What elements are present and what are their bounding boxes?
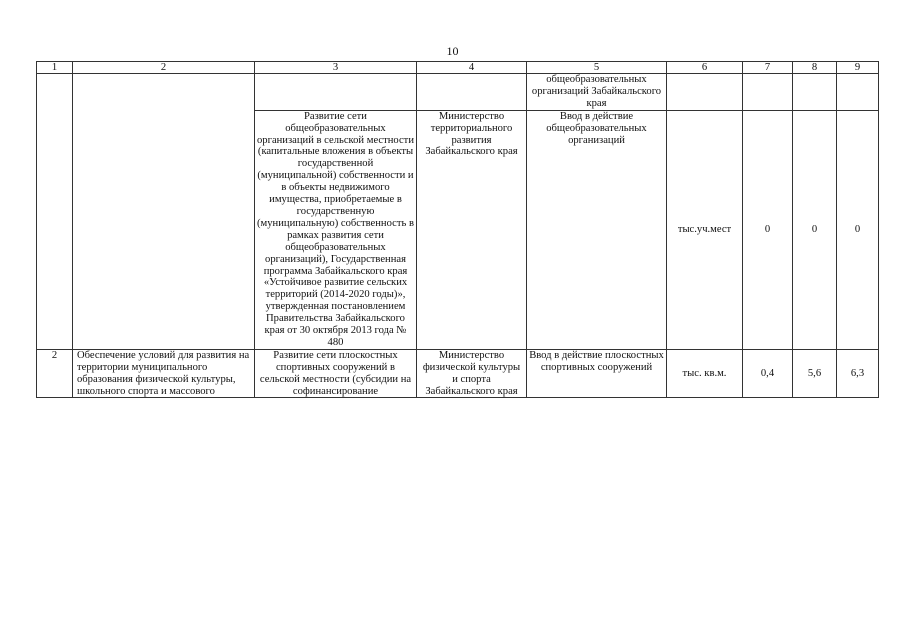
executor-cell	[417, 74, 527, 111]
indicator-cell: Ввод в действие плоскостных спортивных сооружений	[527, 349, 667, 398]
value-cell: 0	[793, 110, 837, 349]
column-header: 9	[837, 62, 879, 74]
page-number: 10	[446, 44, 459, 58]
value-cell	[837, 74, 879, 111]
column-header: 3	[255, 62, 417, 74]
column-header: 2	[73, 62, 255, 74]
indicator-cell: общеобразовательных организаций Забайкальского края	[527, 74, 667, 111]
value-cell	[743, 74, 793, 111]
column-header: 8	[793, 62, 837, 74]
program-table	[36, 61, 879, 398]
unit-cell: тыс.уч.мест	[667, 110, 743, 349]
row-number-cell	[37, 74, 73, 350]
value-cell: 5,6	[793, 349, 837, 398]
value-cell: 6,3	[837, 349, 879, 398]
value-cell	[793, 74, 837, 111]
measure-cell	[255, 74, 417, 111]
column-header: 7	[743, 62, 793, 74]
row-number-cell: 2	[37, 349, 73, 398]
column-number-row	[37, 62, 879, 74]
column-header: 6	[667, 62, 743, 74]
task-cell	[73, 74, 255, 350]
column-header: 4	[417, 62, 527, 74]
measure-cell: Развитие сети общеобразовательных организаций в сельской местности (капитальные вложения в объекты государственной (муниципальной) собственности и в объекты недвижимого имущества, приобретаемые в государственную (муниципальную) собственность в рамках развития сети общеобразовательных организаций), Государственная программа Забайкальского края «Устойчивое развитие сельских территорий (2014-2020 годы)», утвержденная постановлением Правительства Забайкальского края от 30 октября 2013 года № 480	[255, 110, 417, 349]
unit-cell	[667, 74, 743, 111]
task-cell: Обеспечение условий для развития на территории муниципального образования физической культуры, школьного спорта и массового	[73, 349, 255, 398]
column-header: 5	[527, 62, 667, 74]
unit-cell: тыс. кв.м.	[667, 349, 743, 398]
table-row	[37, 349, 879, 398]
value-cell: 0	[743, 110, 793, 349]
executor-cell: Министерство физической культуры и спорта Забайкальского края	[417, 349, 527, 398]
indicator-cell: Ввод в действие общеобразовательных организаций	[527, 110, 667, 349]
column-header: 1	[37, 62, 73, 74]
measure-cell: Развитие сети плоскостных спортивных сооружений в сельской местности (субсидии на софинансирование	[255, 349, 417, 398]
executor-cell: Министерство территориального развития Забайкальского края	[417, 110, 527, 349]
value-cell: 0,4	[743, 349, 793, 398]
value-cell: 0	[837, 110, 879, 349]
table-row	[37, 74, 879, 111]
